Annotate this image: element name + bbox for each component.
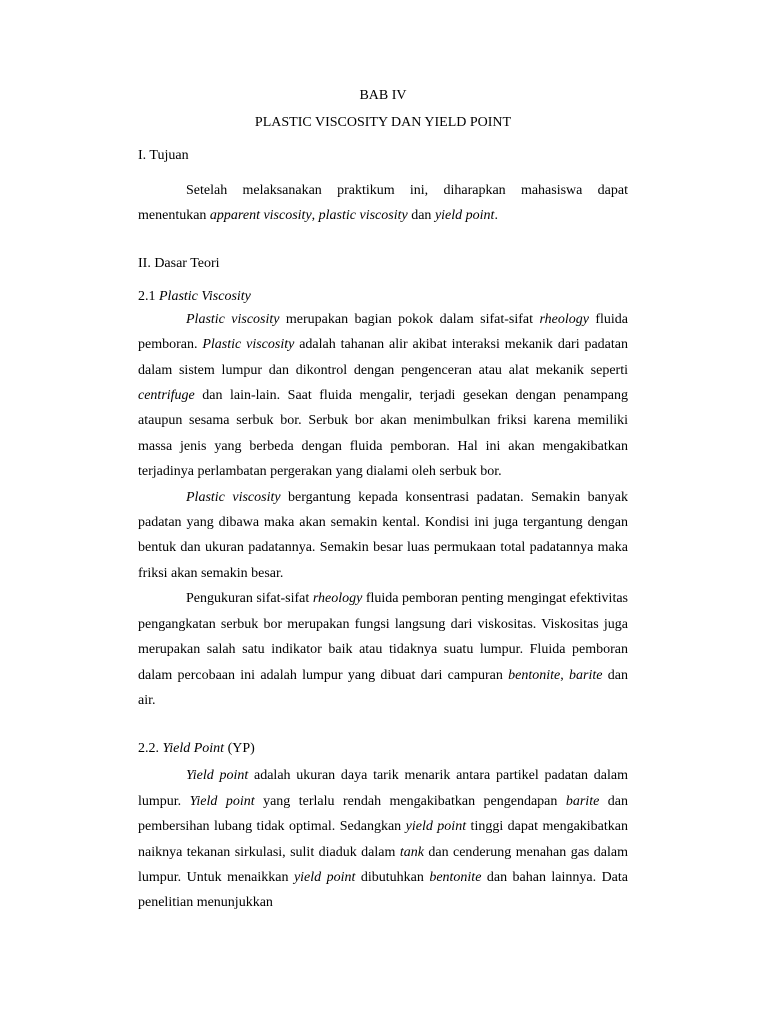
paragraph-tujuan: Setelah melaksanakan praktikum ini, diharapkan mahasiswa dapat menentukan apparent viscosity, plastic viscosity dan yield point. xyxy=(138,183,628,224)
subsection-heading-plastic-viscosity: 2.1 Plastic Viscosity xyxy=(138,288,251,304)
section-heading-tujuan: I. Tujuan xyxy=(138,148,189,163)
section-heading-dasar-teori: II. Dasar Teori xyxy=(138,255,220,271)
document-page xyxy=(138,76,628,916)
chapter-title: PLASTIC VISCOSITY DAN YIELD POINT xyxy=(254,115,512,130)
paragraph-yield-point-1: Yield point adalah ukuran daya tarik menarik antara partikel padatan dalam lumpur. Yield point yang terlalu rendah mengakibatkan pengendapan barite dan pembersihan lubang tidak optimal. Sedangkan yield point tinggi dapat mengakibatkan naiknya tekanan sirkulasi, sulit diaduk dalam tank dan cenderung menahan gas dalam lumpur. Untuk menaikkan yield point dibutuhkan bentonite dan bahan lainnya. Data penelitian menunjukkan xyxy=(138,768,629,911)
paragraph-plastic-viscosity-1: Plastic viscosity merupakan bagian pokok dalam sifat-sifat rheology fluida pemboran. Plastic viscosity adalah tahanan alir akibat interaksi mekanik dari padatan dalam sistem lumpur dan dikontrol dengan pengenceran atau alat mekanik seperti centrifuge dan lain-lain. Saat fluida mengalir, terjadi gesekan dengan penampang ataupun sesama serbuk bor. Serbuk bor akan menimbulkan friksi karena memiliki massa jenis yang berbeda dengan fluida pemboran. Hal ini akan mengakibatkan terjadinya perlambatan pergerakan yang dialami oleh serbuk bor. xyxy=(138,311,629,480)
paragraph-plastic-viscosity-2: Plastic viscosity bergantung kepada konsentrasi padatan. Semakin banyak padatan yang dibawa maka akan semakin kental. Kondisi ini juga tergantung dengan bentuk dan ukuran padatannya. Semakin besar luas permukaan total padatannya maka friksi akan semakin besar. xyxy=(138,489,629,581)
chapter-label: BAB IV xyxy=(359,88,407,103)
subsection-heading-yield-point: 2.2. Yield Point (YP) xyxy=(138,741,255,757)
paragraph-plastic-viscosity-3: Pengukuran sifat-sifat rheology fluida pemboran penting mengingat efektivitas pengangkatan serbuk bor merupakan fungsi langsung dari viskositas. Viskositas juga merupakan salah satu indikator baik atau tidaknya suatu lumpur. Fluida pemboran dalam percobaan ini adalah lumpur yang dibuat dari campuran bentonite, barite dan air. xyxy=(138,591,628,708)
